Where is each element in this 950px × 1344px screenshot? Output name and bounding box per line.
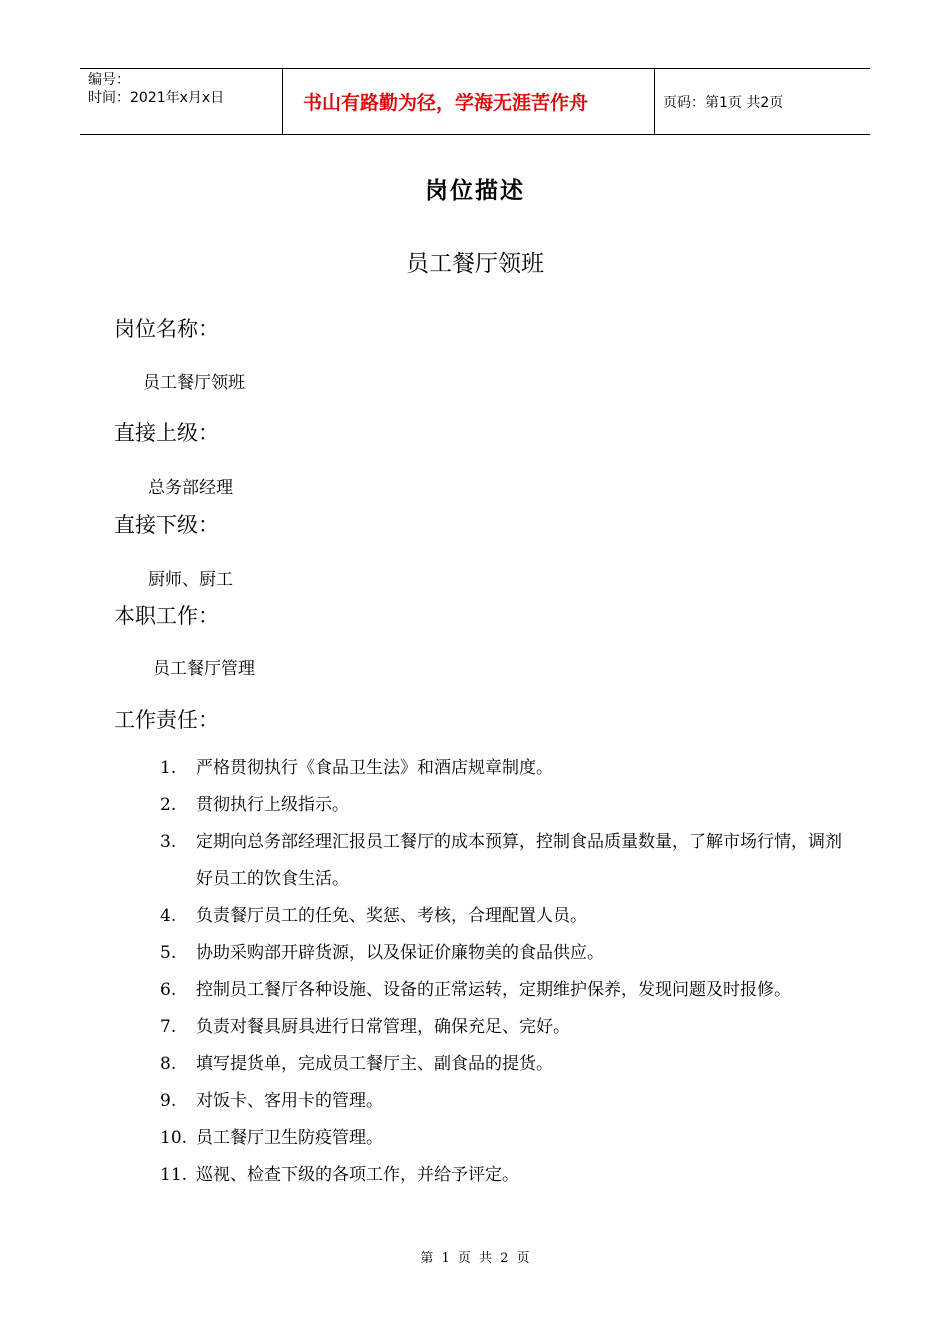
responsibilities-list	[160, 750, 850, 1194]
list-item-text: 定期向总务部经理汇报员工餐厅的成本预算，控制食品质量数量，了解市场行情，调剂好员工的饮食生活。	[196, 832, 842, 889]
list-item-number: 3.	[160, 832, 177, 852]
list-item	[160, 787, 850, 824]
list-item-number: 9.	[160, 1091, 177, 1111]
list-item	[160, 1157, 850, 1194]
header-page-number: 页码：第1页 共2页	[663, 94, 784, 111]
section-heading-responsibilities: 工作责任：	[114, 708, 219, 732]
list-item-number: 11.	[160, 1165, 188, 1185]
list-item	[160, 935, 850, 972]
header-meta	[80, 69, 282, 134]
list-item	[160, 1046, 850, 1083]
list-item-text: 贯彻执行上级指示。	[196, 795, 349, 815]
list-item-text: 巡视、检查下级的各项工作，并给予评定。	[196, 1165, 519, 1185]
list-item-text: 严格贯彻执行《食品卫生法》和酒店规章制度。	[196, 758, 553, 778]
section-value-direct-superior: 总务部经理	[148, 478, 233, 498]
list-item-number: 5.	[160, 943, 177, 963]
list-item-text: 协助采购部开辟货源，以及保证价廉物美的食品供应。	[196, 943, 604, 963]
number-label: 编号：	[88, 72, 130, 88]
list-item-number: 8.	[160, 1054, 177, 1074]
list-item-text: 填写提货单，完成员工餐厅主、副食品的提货。	[196, 1054, 553, 1074]
section-heading-direct-subordinate: 直接下级：	[114, 513, 219, 537]
header-motto: 书山有路勤为径，学海无涯苦作舟	[282, 69, 655, 134]
section-value-direct-subordinate: 厨师、厨工	[148, 570, 233, 590]
section-heading-main-work: 本职工作：	[114, 604, 219, 628]
list-item-text: 负责餐厅员工的任免、奖惩、考核，合理配置人员。	[196, 906, 587, 926]
section-value-main-work: 员工餐厅管理	[153, 659, 255, 679]
list-item-number: 10.	[160, 1128, 188, 1148]
list-item-text: 控制员工餐厅各种设施、设备的正常运转，定期维护保养，发现问题及时报修。	[196, 980, 791, 1000]
list-item	[160, 1009, 850, 1046]
list-item-text: 对饭卡、客用卡的管理。	[196, 1091, 383, 1111]
list-item	[160, 750, 850, 787]
section-heading-position-name: 岗位名称：	[114, 317, 219, 341]
list-item	[160, 972, 850, 1009]
time-label: 时间：2021年x月x日	[88, 90, 225, 106]
list-item-number: 7.	[160, 1017, 177, 1037]
list-item-number: 4.	[160, 906, 177, 926]
list-item	[160, 824, 850, 898]
section-heading-direct-superior: 直接上级：	[114, 421, 219, 445]
section-value-position-name: 员工餐厅领班	[143, 373, 245, 393]
list-item-number: 1.	[160, 758, 177, 778]
list-item-text: 员工餐厅卫生防疫管理。	[196, 1128, 383, 1148]
page-footer: 第 1 页 共 2 页	[420, 1251, 530, 1266]
list-item-number: 2.	[160, 795, 177, 815]
list-item	[160, 1120, 850, 1157]
document-header	[80, 68, 870, 135]
page-title: 岗位描述	[425, 178, 525, 204]
page-subtitle: 员工餐厅领班	[406, 251, 544, 277]
list-item	[160, 898, 850, 935]
list-item-number: 6.	[160, 980, 177, 1000]
list-item-text: 负责对餐具厨具进行日常管理，确保充足、完好。	[196, 1017, 570, 1037]
list-item	[160, 1083, 850, 1120]
